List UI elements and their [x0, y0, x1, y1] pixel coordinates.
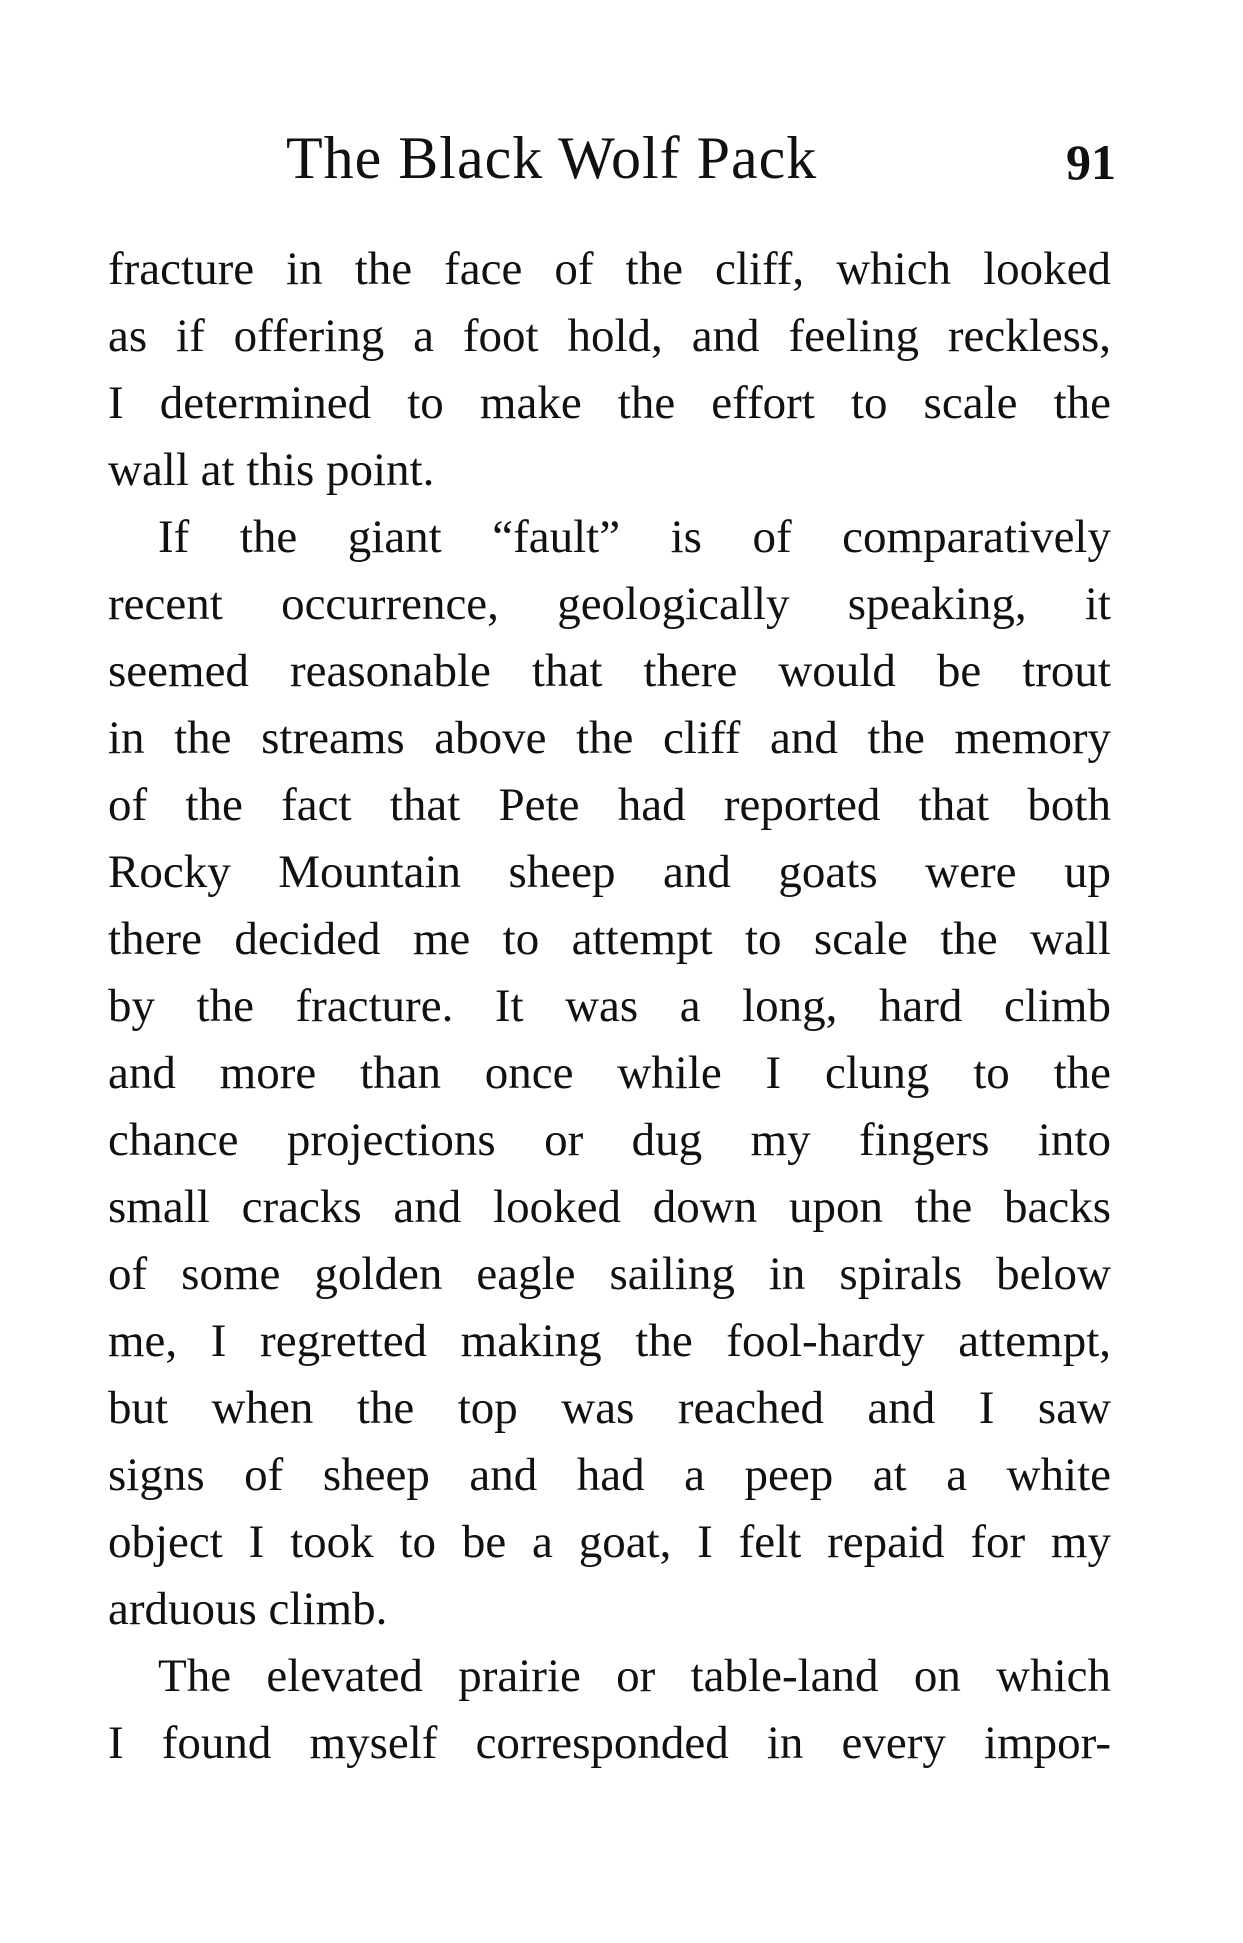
text-line: I determined to make the effort to scale the — [108, 377, 1111, 429]
paragraph — [108, 236, 1111, 504]
text-line: The elevated prairie or table-land on which — [158, 1650, 1111, 1702]
text-line: signs of sheep and had a peep at a white — [108, 1449, 1111, 1501]
text-line: arduous climb. — [108, 1583, 388, 1635]
text-line: recent occurrence, geologically speaking, it — [108, 578, 1111, 630]
text-line: of the fact that Pete had reported that both — [108, 779, 1111, 831]
running-title: The Black Wolf Pack — [286, 125, 818, 191]
paragraph — [108, 1643, 1111, 1777]
running-head — [108, 118, 1116, 198]
text-line: seemed reasonable that there would be trout — [108, 645, 1111, 697]
body-text — [108, 236, 1111, 1777]
text-line: in the streams above the cliff and the memory — [108, 712, 1111, 764]
text-line: as if offering a foot hold, and feeling reckless, — [108, 310, 1111, 362]
text-line: If the giant “fault” is of comparatively — [158, 511, 1111, 563]
text-line: but when the top was reached and I saw — [108, 1382, 1111, 1434]
text-line: wall at this point. — [108, 444, 435, 496]
text-line: by the fracture. It was a long, hard climb — [108, 980, 1111, 1032]
text-line: and more than once while I clung to the — [108, 1047, 1111, 1099]
text-line: fracture in the face of the cliff, which looked — [108, 243, 1111, 295]
text-line: of some golden eagle sailing in spirals below — [108, 1248, 1111, 1300]
text-line: I found myself corresponded in every impor- — [108, 1717, 1111, 1769]
text-line: chance projections or dug my fingers into — [108, 1114, 1111, 1166]
text-line: Rocky Mountain sheep and goats were up — [108, 846, 1111, 898]
text-line: me, I regretted making the fool-hardy attempt, — [108, 1315, 1111, 1367]
paragraph — [108, 504, 1111, 1643]
text-line: object I took to be a goat, I felt repaid for my — [108, 1516, 1111, 1568]
page-number: 91 — [1066, 134, 1116, 190]
text-line: small cracks and looked down upon the backs — [108, 1181, 1111, 1233]
text-line: there decided me to attempt to scale the wall — [108, 913, 1111, 965]
